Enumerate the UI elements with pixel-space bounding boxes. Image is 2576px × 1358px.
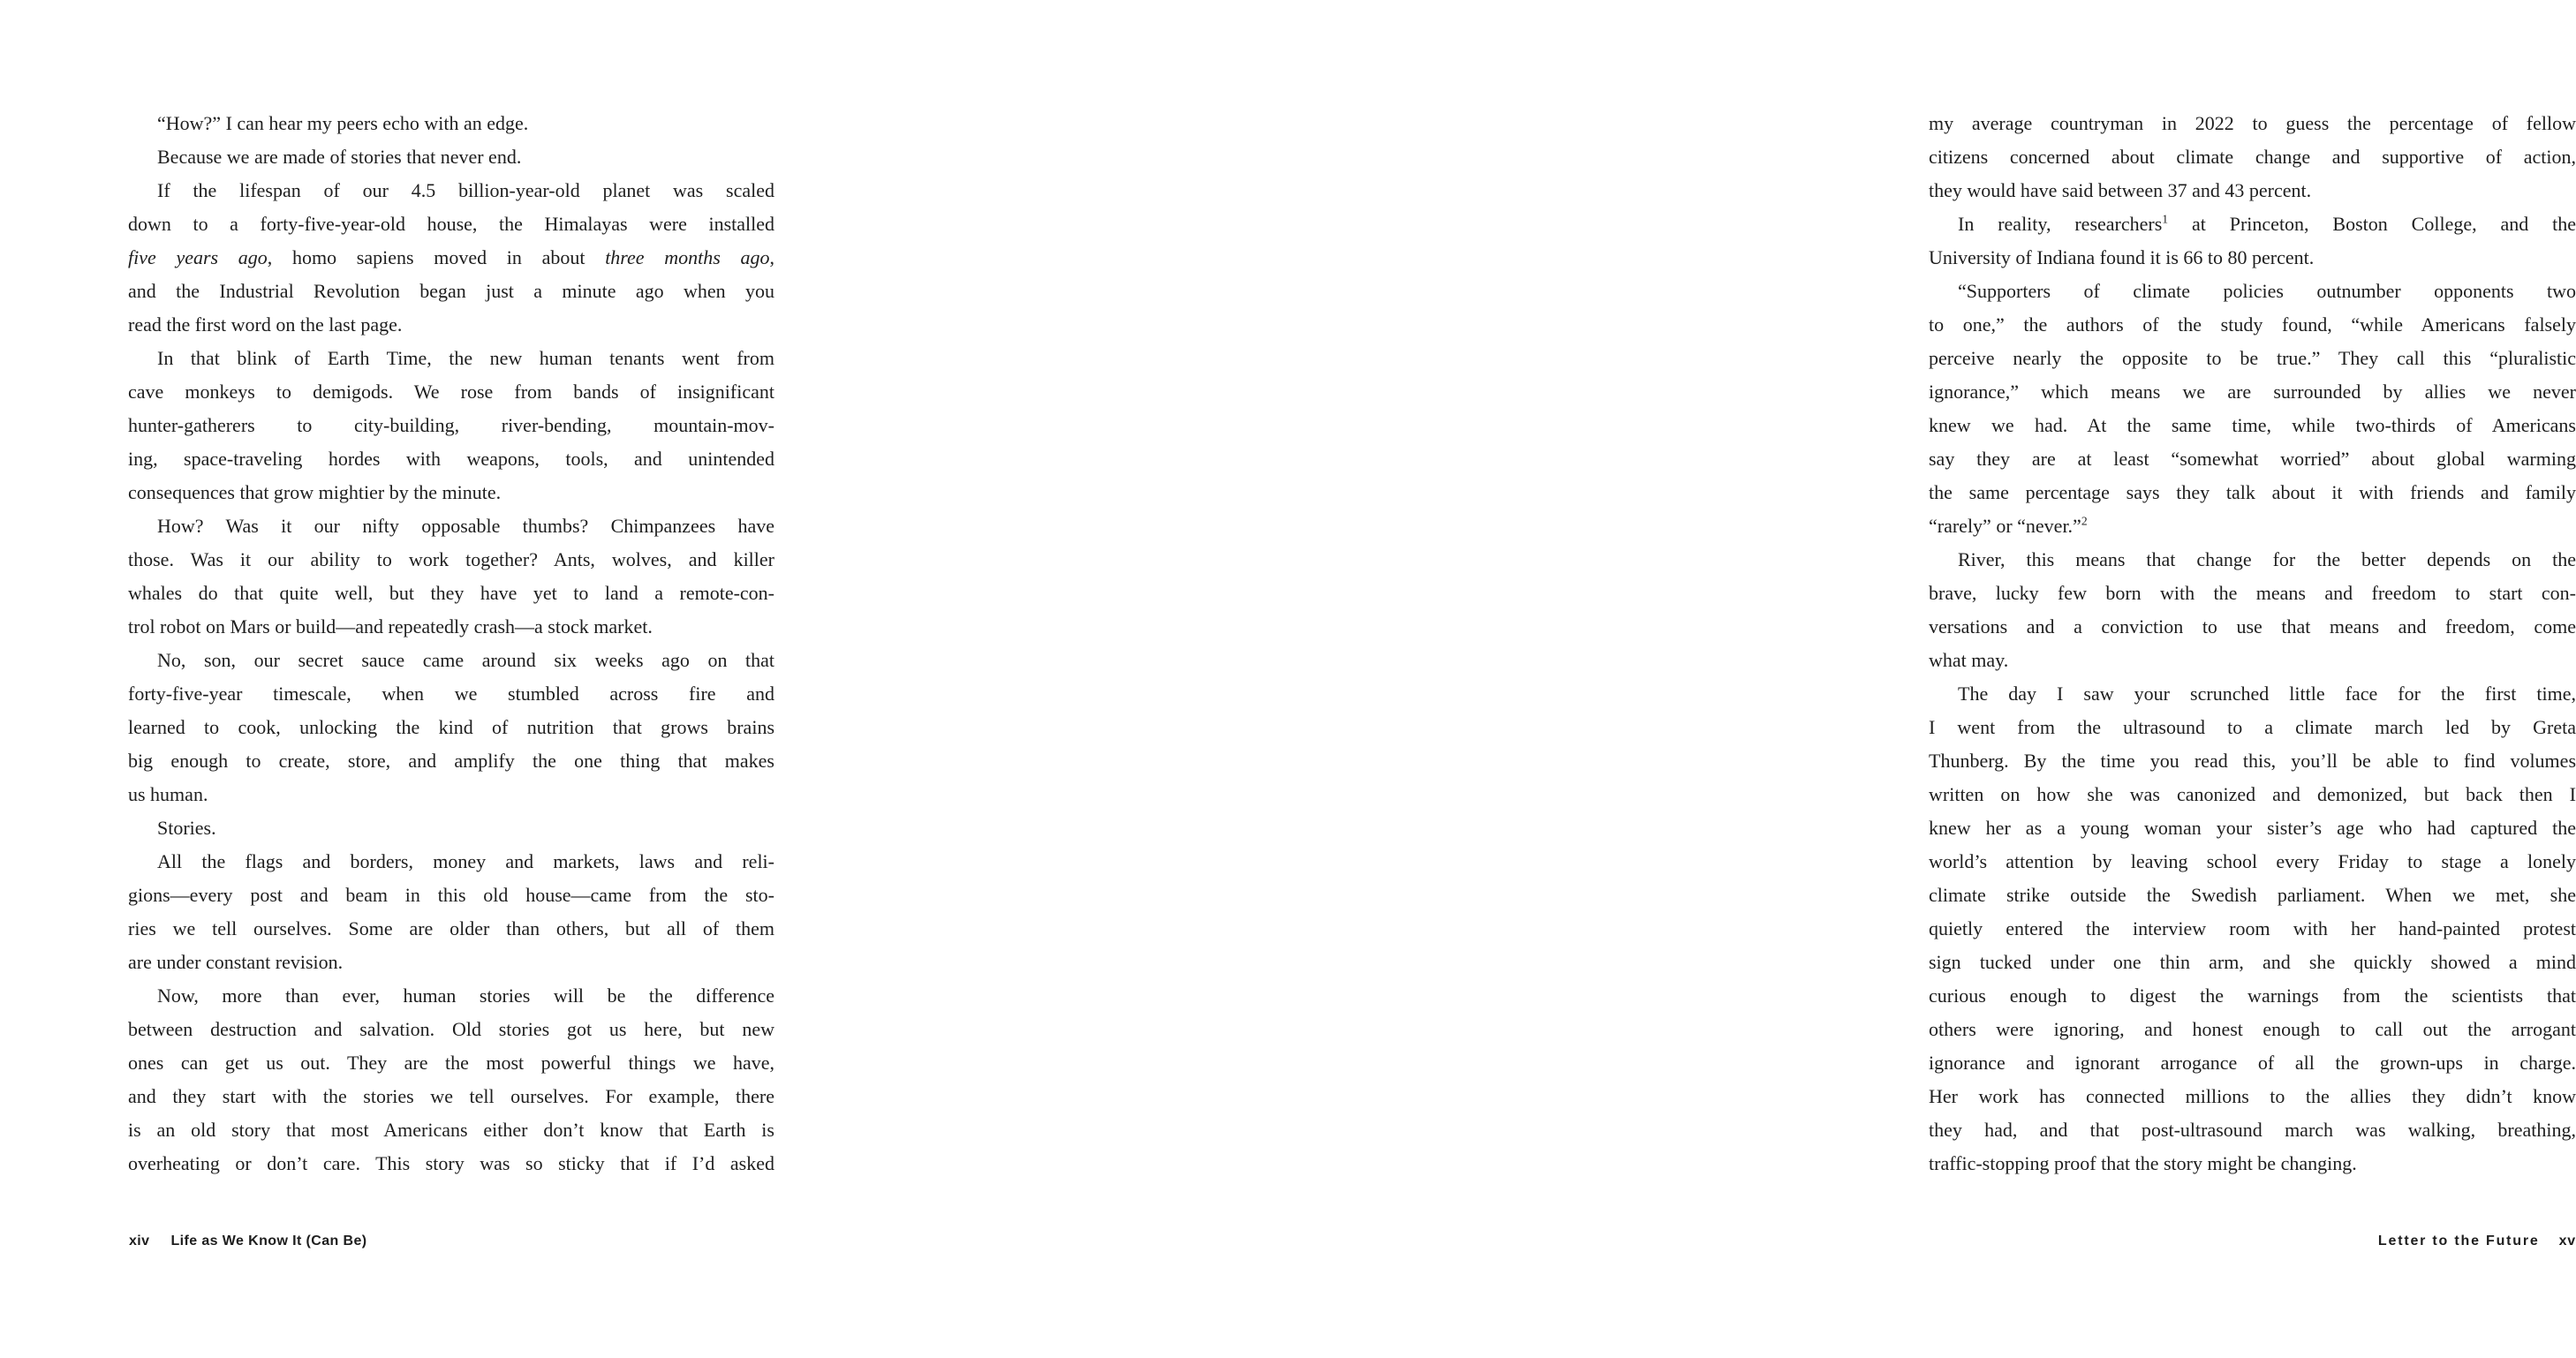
left-page-footer (129, 1234, 367, 1249)
text-line: they would have said between 37 and 43 percent. (1929, 179, 2312, 201)
text-line: In reality, researchers$^1$ at Princeton, Boston College, and the (1958, 212, 2576, 235)
text-line: big enough to create, store, and amplify the one thing that makes (128, 750, 774, 772)
text-line: perceive nearly the opposite to be true.” They call this “pluralistic (1929, 347, 2576, 369)
text-line: world’s attention by leaving school every Friday to stage a lonely (1929, 850, 2576, 872)
text-line: “How?” I can hear my peers echo with an edge. (157, 112, 529, 134)
text-line: traffic-stopping proof that the story might be changing. (1929, 1152, 2357, 1174)
text-line: down to a forty-five-year-old house, the Himalayas were installed (128, 213, 774, 235)
page-number: xv (2558, 1234, 2576, 1249)
text-line: is an old story that most Americans either don’t know that Earth is (128, 1119, 774, 1141)
text-line: In that blink of Earth Time, the new human tenants went from (157, 347, 774, 369)
text-line: consequences that grow mightier by the minute. (128, 481, 502, 503)
text-line: University of Indiana found it is 66 to 80 percent. (1929, 246, 2315, 268)
text-line: quietly entered the interview room with her hand-painted protest (1929, 917, 2576, 939)
text-line: hunter-gatherers to city-building, river-bending, mountain-mov- (128, 414, 774, 436)
text-line: forty-five-year timescale, when we stumbled across fire and (128, 683, 774, 705)
text-line: they had, and that post-ultrasound march was walking, breathing, (1929, 1119, 2576, 1141)
text-line: How? Was it our nifty opposable thumbs? Chimpanzees have (157, 515, 774, 537)
left-page (0, 0, 904, 1358)
text-line: Now, more than ever, human stories will be the difference (157, 985, 774, 1007)
chapter-title: Letter to the Future (2377, 1234, 2540, 1249)
text-line: the same percentage says they talk about it with friends and family (1929, 481, 2576, 503)
book-title: Life as We Know It (Can Be) (170, 1234, 367, 1249)
text-line: say they are at least “somewhat worried” about global warming (1929, 448, 2576, 470)
text-line: what may. (1929, 649, 2009, 671)
text-line: All the flags and borders, money and markets, laws and reli- (157, 850, 774, 872)
page-number: xiv (129, 1234, 150, 1249)
text-line: Stories. (157, 817, 216, 839)
text-line: Her work has connected millions to the allies they didn’t know (1929, 1085, 2576, 1107)
text-line: between destruction and salvation. Old stories got us here, but new (128, 1018, 774, 1040)
text-line: to one,” the authors of the study found, “while Americans falsely (1929, 313, 2576, 336)
text-line: are under constant revision. (128, 951, 344, 973)
text-line: curious enough to digest the warnings from the scientists that (1929, 985, 2576, 1007)
text-line: ignorance and ignorant arrogance of all the grown-ups in charge. (1929, 1052, 2576, 1074)
text-line: River, this means that change for the better depends on the (1958, 548, 2576, 570)
text-line: sign tucked under one thin arm, and she quickly showed a mind (1929, 951, 2576, 973)
left-page-text (128, 107, 774, 1181)
right-page-footer (1929, 1234, 2576, 1249)
text-line: “rarely” or “never.”$^2$ (1929, 514, 2088, 537)
right-page-text (1929, 107, 2576, 1181)
text-line: gions—every post and beam in this old house—came from the sto- (128, 884, 774, 906)
text-line: I went from the ultrasound to a climate march led by Greta (1929, 716, 2576, 738)
text-line: read the first word on the last page. (128, 313, 403, 336)
text-line: those. Was it our ability to work together? Ants, wolves, and killer (128, 548, 774, 570)
text-line: No, son, our secret sauce came around six weeks ago on that (157, 649, 774, 671)
text-line: Thunberg. By the time you read this, you’ll be able to find volumes (1929, 750, 2576, 772)
text-line: brave, lucky few born with the means and freedom to start con- (1929, 582, 2576, 604)
right-page (904, 0, 2576, 1358)
text-line: knew we had. At the same time, while two-thirds of Americans (1929, 414, 2576, 436)
text-line: cave monkeys to demigods. We rose from bands of insignificant (128, 381, 774, 403)
text-line: knew her as a young woman your sister’s age who had captured the (1929, 817, 2576, 839)
text-line: others were ignoring, and honest enough to call out the arrogant (1929, 1018, 2576, 1040)
text-line: trol robot on Mars or build—and repeatedly crash—a stock market. (128, 615, 653, 638)
text-line: ignorance,” which means we are surrounded by allies we never (1929, 381, 2576, 403)
text-line: ing, space-traveling hordes with weapons, tools, and unintended (128, 448, 774, 470)
text-line: The day I saw your scrunched little face for the first time, (1958, 683, 2576, 705)
text-line: five years ago, homo sapiens moved in about three months ago, (128, 246, 775, 268)
text-line: versations and a conviction to use that means and freedom, come (1929, 615, 2576, 638)
text-line: climate strike outside the Swedish parliament. When we met, she (1929, 884, 2576, 906)
text-line: written on how she was canonized and demonized, but back then I (1929, 783, 2576, 805)
text-line: overheating or don’t care. This story was so sticky that if I’d asked (128, 1152, 774, 1174)
text-line: ones can get us out. They are the most powerful things we have, (128, 1052, 774, 1074)
text-line: and the Industrial Revolution began just a minute ago when you (128, 280, 774, 302)
text-line: us human. (128, 783, 208, 805)
text-line: If the lifespan of our 4.5 billion-year-old planet was scaled (157, 179, 774, 201)
text-line: ries we tell ourselves. Some are older than others, but all of them (128, 917, 774, 939)
text-line: and they start with the stories we tell ourselves. For example, there (128, 1085, 774, 1107)
text-line: “Supporters of climate policies outnumber opponents two (1958, 280, 2576, 302)
text-line: Because we are made of stories that never end. (157, 146, 522, 168)
text-line: citizens concerned about climate change and supportive of action, (1929, 146, 2576, 168)
text-line: whales do that quite well, but they have yet to land a remote-con- (128, 582, 774, 604)
text-line: learned to cook, unlocking the kind of nutrition that grows brains (128, 716, 774, 738)
text-line: my average countryman in 2022 to guess the percentage of fellow (1929, 112, 2576, 134)
